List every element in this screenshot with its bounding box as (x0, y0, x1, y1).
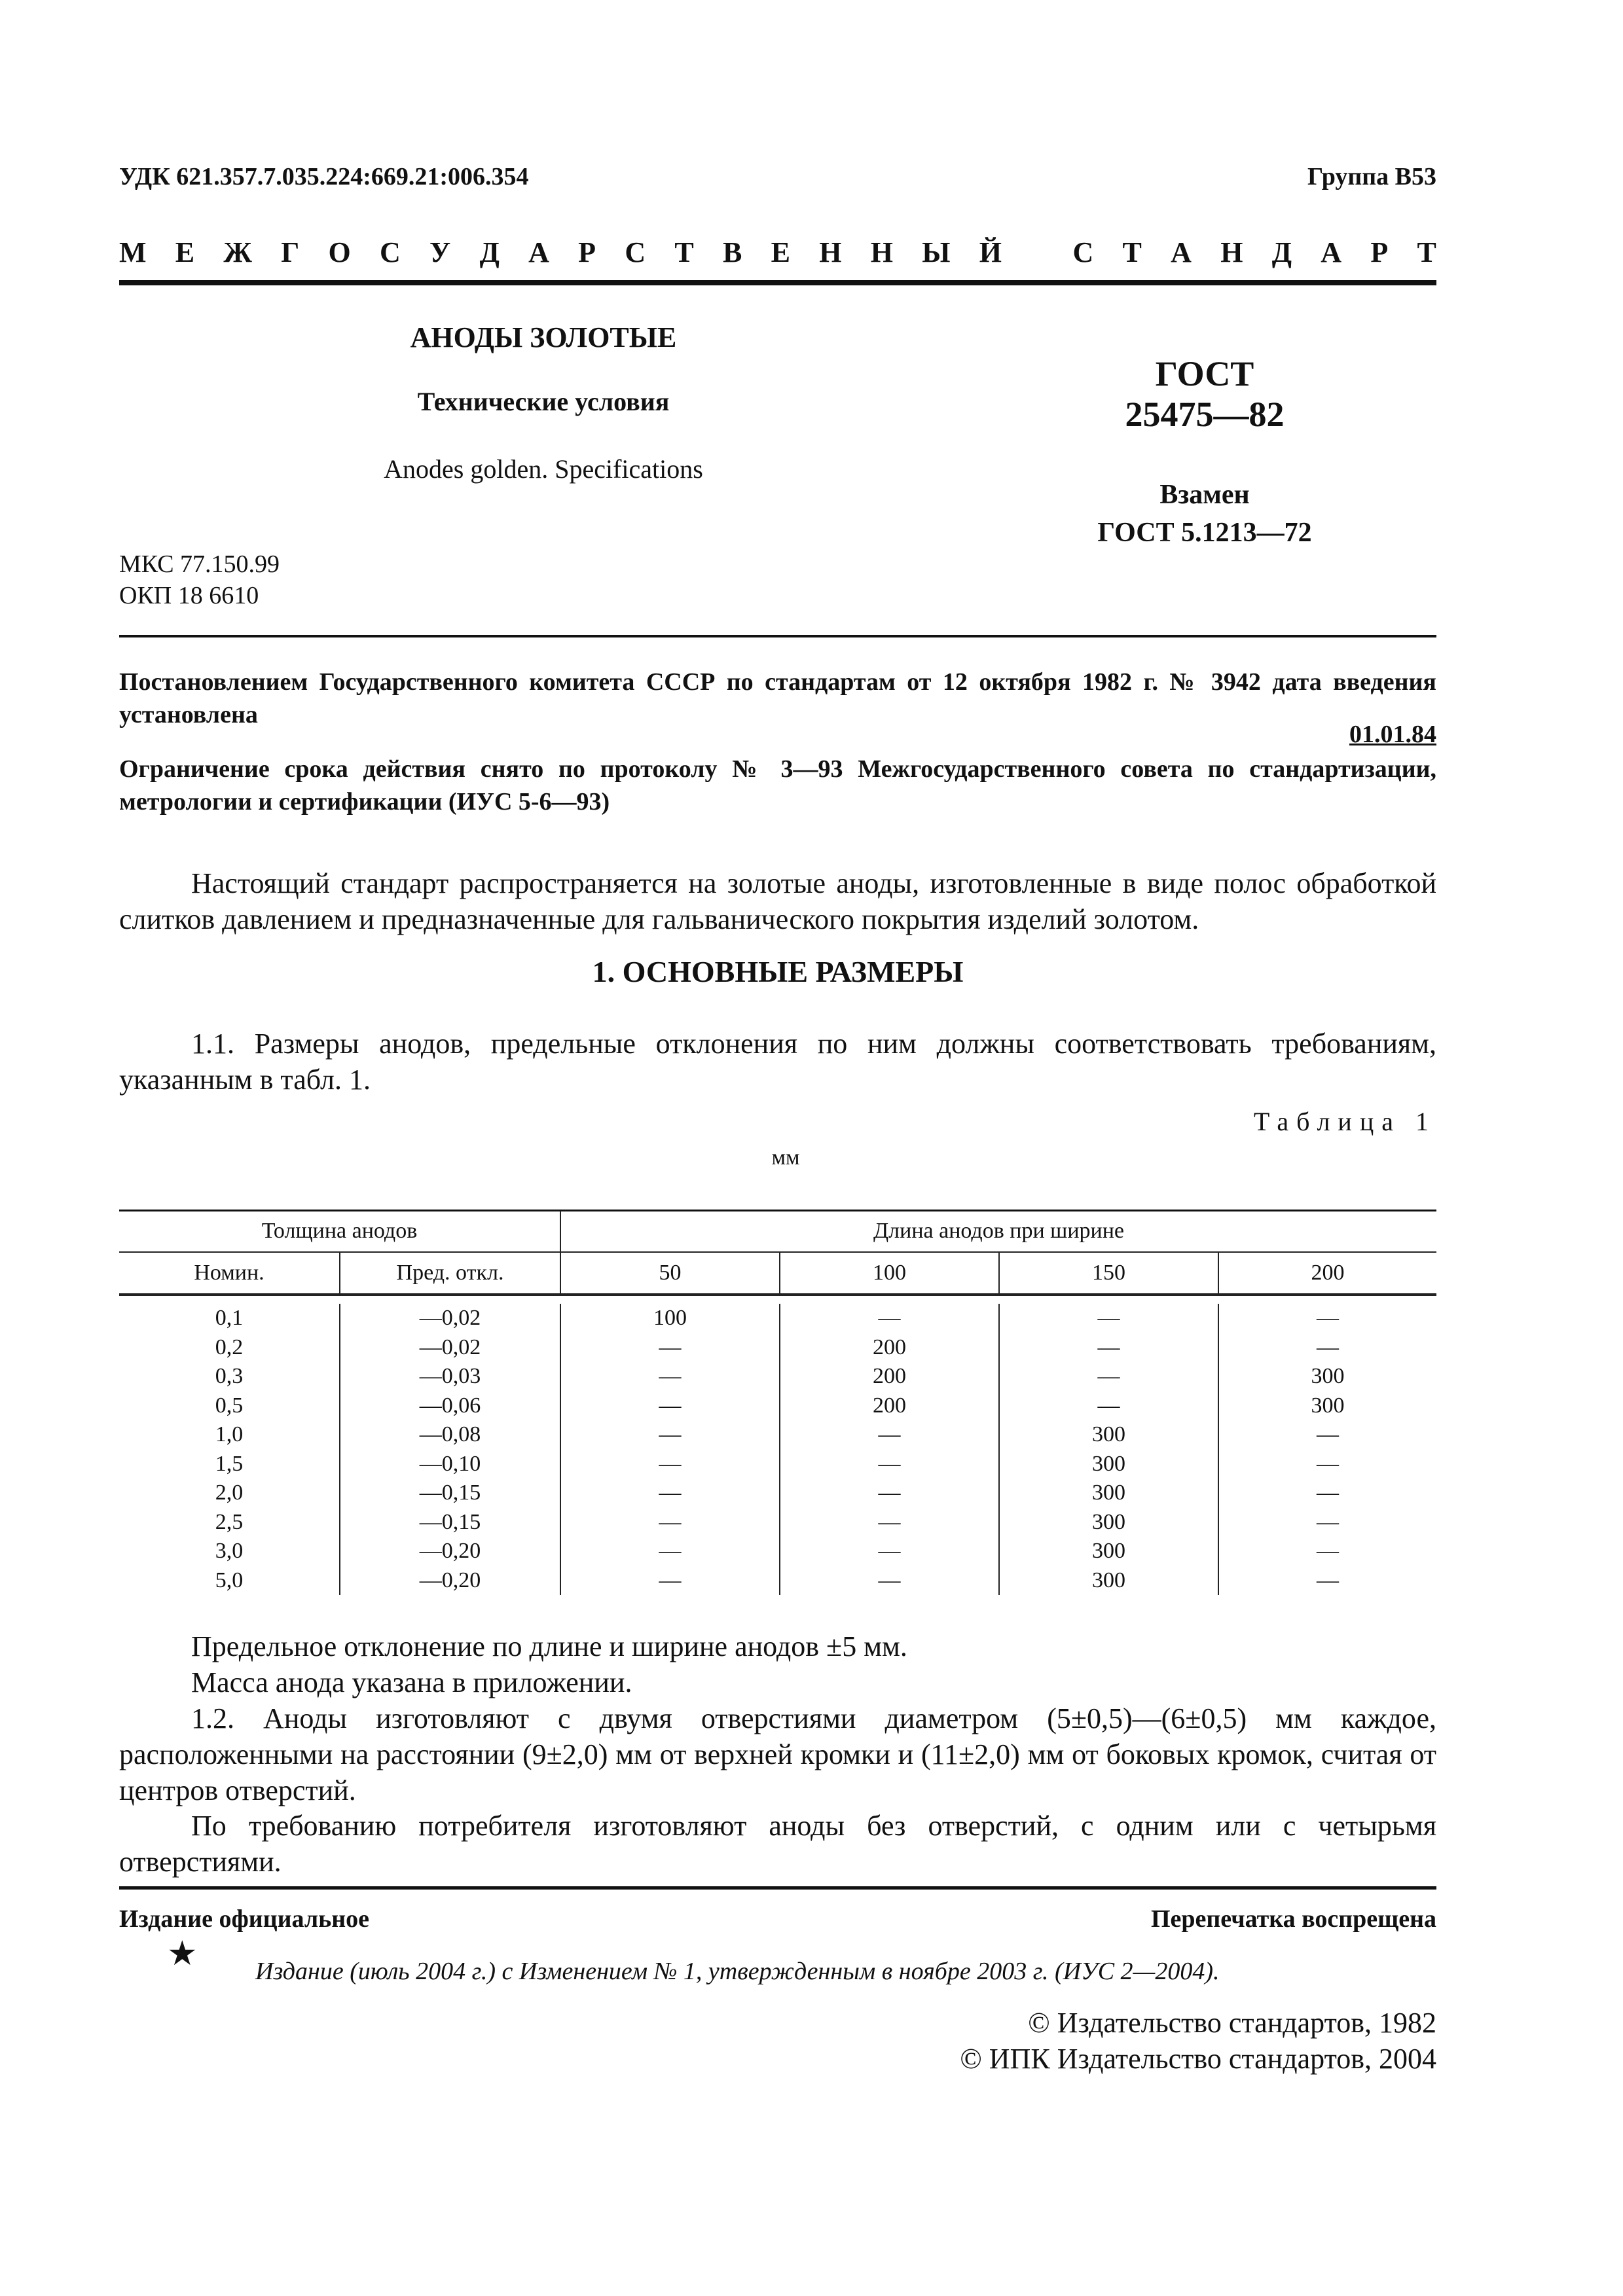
table-cell: — (560, 1333, 780, 1363)
table-cell: — (1218, 1450, 1436, 1479)
table-row (119, 1508, 1436, 1537)
banner-letter: Д (479, 236, 500, 268)
table-cell: — (1218, 1566, 1436, 1596)
table-cell: —0,03 (340, 1362, 560, 1391)
banner-letter: М (119, 236, 147, 268)
banner-rule (119, 280, 1436, 285)
table-row (119, 1333, 1436, 1363)
table-cell: —0,10 (340, 1450, 560, 1479)
table-cell: — (999, 1362, 1218, 1391)
table-cell: — (560, 1362, 780, 1391)
col-width-150: 150 (999, 1252, 1218, 1294)
banner-gap (1030, 236, 1044, 269)
replaces-label: Взамен (1159, 480, 1250, 510)
interstate-standard-banner (119, 236, 1436, 269)
table-cell: — (780, 1420, 999, 1450)
banner-letter: С (379, 236, 401, 268)
table-body (119, 1304, 1436, 1595)
header-thickness: Толщина анодов (261, 1219, 418, 1243)
banner-letter: А (528, 236, 549, 268)
table-cell: 1,0 (215, 1422, 244, 1447)
table-cell: — (1218, 1420, 1436, 1450)
copyright-1982: © Издательство стандартов, 1982 (1028, 2007, 1436, 2039)
table-cell: — (560, 1508, 780, 1537)
mks-code: МКС 77.150.99 (119, 550, 280, 578)
table-row (119, 1450, 1436, 1479)
table-cell: 300 (999, 1479, 1218, 1508)
banner-letter: У (429, 236, 451, 268)
table-cell: — (560, 1420, 780, 1450)
document-subtitle: Технические условия (417, 387, 670, 416)
table-cell: —0,06 (340, 1391, 560, 1421)
table-row (119, 1566, 1436, 1596)
table-cell: 2,0 (215, 1480, 244, 1505)
paragraph-1-1: 1.1. Размеры анодов, предельные отклонения по ним должны соответствовать требованиям, указанным в табл. 1. (119, 1028, 1436, 1096)
intro-paragraph: Настоящий стандарт распространяется на золотые аноды, изготовленные в виде полос обработкой слитков давлением и предназначенные для гальванического покрытия изделий золотом. (119, 867, 1436, 935)
star-icon: ★ (167, 1935, 198, 1973)
table-cell: — (560, 1566, 780, 1596)
gost-number: 25475—82 (1125, 395, 1285, 434)
replaces-number: ГОСТ 5.1213—72 (1097, 518, 1312, 548)
table-cell: 300 (999, 1450, 1218, 1479)
table-cell: 3,0 (215, 1539, 244, 1564)
col-width-100: 100 (780, 1252, 999, 1294)
edition-note: Издание (июль 2004 г.) с Изменением № 1, утвержденным в ноябре 2003 г. (ИУС 2—2004). (255, 1958, 1220, 1985)
banner-letter: Д (1271, 236, 1292, 268)
reprint-prohibited: Перепечатка воспрещена (1150, 1905, 1436, 1933)
table-cell: 0,5 (215, 1393, 244, 1418)
dimensions-table (119, 1211, 1436, 1595)
section-heading: 1. ОСНОВНЫЕ РАЗМЕРЫ (592, 955, 964, 988)
table-cell: — (780, 1508, 999, 1537)
table-cell: 300 (999, 1537, 1218, 1566)
table-cell: — (1218, 1508, 1436, 1537)
table-caption: Таблица 1 (1253, 1107, 1436, 1136)
mass-note: Масса анода указана в приложении. (191, 1666, 632, 1698)
limitation-text: Ограничение срока действия снято по протоколу № 3—93 Межгосударственного совета по стандартизации, метрологии и сертификации (ИУС 5-6—93) (119, 755, 1436, 816)
banner-letter: Ы (922, 236, 951, 268)
table-cell: —0,08 (340, 1420, 560, 1450)
table-cell: — (560, 1479, 780, 1508)
official-edition: Издание официальное (119, 1905, 370, 1933)
table-cell: 0,3 (215, 1364, 244, 1389)
table-cell: — (1218, 1304, 1436, 1333)
paragraph-1-2: 1.2. Аноды изготовляют с двумя отверстиями диаметром (5±0,5)—(6±0,5) мм каждое, расположенными на расстоянии (9±2,0) мм от верхней кромки и (11±2,0) мм от боковых кромок, считая от центров отверстий. (119, 1702, 1436, 1806)
table-cell: 300 (999, 1566, 1218, 1596)
banner-letter: Т (1122, 236, 1142, 268)
table-cell: 300 (999, 1420, 1218, 1450)
table-cell: 300 (1218, 1391, 1436, 1421)
okp-code: ОКП 18 6610 (119, 582, 259, 609)
banner-letter: Т (1417, 236, 1436, 268)
table-cell: —0,15 (340, 1508, 560, 1537)
table-cell: 0,1 (215, 1306, 244, 1331)
banner-letter: Е (771, 236, 790, 268)
table-cell: — (780, 1450, 999, 1479)
table-cell: — (1218, 1479, 1436, 1508)
col-nominal: Номин. (194, 1261, 264, 1285)
table-cell: 200 (780, 1391, 999, 1421)
copyright-2004: © ИПК Издательство стандартов, 2004 (960, 2043, 1436, 2075)
group-code: Группа В53 (1307, 163, 1436, 190)
table-cell: — (780, 1537, 999, 1566)
table-cell: 100 (560, 1304, 780, 1333)
table-cell: —0,20 (340, 1566, 560, 1596)
banner-letter: Н (819, 236, 842, 268)
table-cell: 200 (780, 1333, 999, 1363)
table-cell: 0,2 (215, 1335, 244, 1359)
banner-letter: Р (1370, 236, 1389, 268)
table-cell: — (999, 1333, 1218, 1363)
paragraph-1-2-b: По требованию потребителя изготовляют аноды без отверстий, с одним или с четырьмя отверстиями. (119, 1810, 1436, 1878)
banner-letter: А (1321, 236, 1342, 268)
col-tolerance: Пред. откл. (340, 1252, 560, 1294)
banner-letter: Р (578, 236, 596, 268)
table-cell: — (1218, 1537, 1436, 1566)
document-title: АНОДЫ ЗОЛОТЫЕ (410, 321, 677, 353)
banner-letter: С (1072, 236, 1094, 268)
table-row (119, 1362, 1436, 1391)
tolerance-note: Предельное отклонение по длине и ширине анодов ±5 мм. (191, 1630, 907, 1662)
table-cell: —0,15 (340, 1479, 560, 1508)
banner-letter: Г (281, 236, 300, 268)
decree-text: Постановлением Государственного комитета СССР по стандартам от 12 октября 1982 г. № 3942 дата введения установлена (119, 668, 1436, 728)
table-row (119, 1420, 1436, 1450)
banner-letter: Н (870, 236, 893, 268)
table-cell: 200 (780, 1362, 999, 1391)
table-cell: 300 (999, 1508, 1218, 1537)
effective-date: 01.01.84 (1349, 721, 1436, 748)
table-cell: —0,02 (340, 1304, 560, 1333)
table-cell: — (780, 1566, 999, 1596)
table-cell: — (999, 1391, 1218, 1421)
banner-letter: Е (175, 236, 195, 268)
table-row (119, 1479, 1436, 1508)
english-title: Anodes golden. Specifications (384, 454, 703, 484)
table-cell: —0,20 (340, 1537, 560, 1566)
table-cell: — (780, 1479, 999, 1508)
footer-rule (119, 1886, 1436, 1890)
table-cell: — (1218, 1333, 1436, 1363)
banner-letter: А (1171, 236, 1192, 268)
banner-letter: Т (674, 236, 694, 268)
table-unit: мм (771, 1145, 800, 1170)
table-row (119, 1537, 1436, 1566)
gost-label: ГОСТ (1155, 354, 1254, 393)
banner-letter: С (625, 236, 646, 268)
table-cell: 5,0 (215, 1568, 244, 1592)
banner-letter: Й (979, 236, 1002, 268)
col-width-200: 200 (1218, 1252, 1436, 1294)
table-cell: 2,5 (215, 1509, 244, 1534)
table-cell: — (560, 1537, 780, 1566)
udk-code: УДК 621.357.7.035.224:669.21:006.354 (119, 163, 529, 190)
banner-letter: Ж (223, 236, 252, 268)
table-cell: — (560, 1391, 780, 1421)
table-cell: — (560, 1450, 780, 1479)
table-cell: 1,5 (215, 1451, 244, 1476)
table-row (119, 1304, 1436, 1333)
title-rule (119, 635, 1436, 637)
banner-letter: В (723, 236, 742, 268)
banner-letter: О (328, 236, 351, 268)
col-width-50: 50 (560, 1252, 780, 1294)
table-cell: —0,02 (340, 1333, 560, 1363)
banner-letter: Н (1220, 236, 1243, 268)
table-row (119, 1391, 1436, 1421)
table-cell: — (780, 1304, 999, 1333)
header-length: Длина анодов при ширине (560, 1211, 1436, 1252)
table-cell: 300 (1218, 1362, 1436, 1391)
table-cell: — (999, 1304, 1218, 1333)
